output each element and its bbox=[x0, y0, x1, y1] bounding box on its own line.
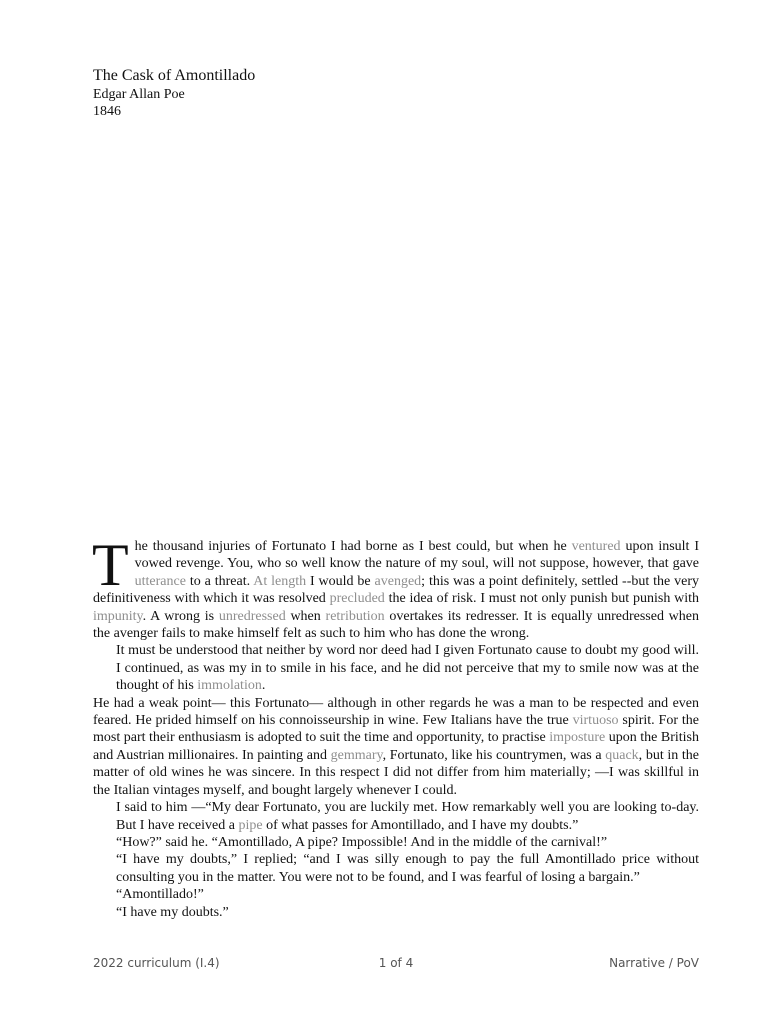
vocab-word: immolation bbox=[197, 678, 262, 694]
story-body bbox=[92, 532, 700, 921]
footer-curriculum: 2022 curriculum (I.4) bbox=[93, 956, 220, 970]
paragraph-4 bbox=[93, 799, 699, 834]
paragraph-5 bbox=[93, 834, 699, 851]
vocab-word: precluded bbox=[329, 591, 385, 607]
story-text: “I have my doubts.” bbox=[116, 904, 229, 920]
story-text: “Amontillado!” bbox=[116, 887, 204, 903]
drop-cap: T bbox=[92, 532, 129, 598]
paragraph-2 bbox=[93, 642, 699, 694]
vocab-word: unredressed bbox=[218, 608, 286, 624]
paragraph-6 bbox=[93, 851, 699, 886]
vocab-word: utterance bbox=[134, 573, 186, 589]
paragraph-1 bbox=[92, 532, 700, 642]
vocab-word: At length bbox=[253, 573, 307, 589]
vocab-word: impunity bbox=[93, 608, 143, 624]
story-text: overtakes its redresser. It is equally unredressed when the avenger fails to make himself felt as such to him who has done the wrong. bbox=[93, 608, 700, 642]
vocab-word: virtuoso bbox=[572, 713, 619, 729]
story-text: It must be understood that neither by word nor deed had I given Fortunato cause to doubt my good will. I continued, as was my in to smile in his face, and he did not perceive that my to smile now was at the thought of his bbox=[116, 643, 699, 694]
story-author: Edgar Allan Poe bbox=[93, 87, 185, 102]
vocab-word: imposture bbox=[549, 730, 606, 746]
story-text: he thousand injuries of Fortunato I had borne as I best could, but when he bbox=[134, 539, 572, 554]
story-text: upon the British and Austrian millionaires. In painting and bbox=[93, 730, 699, 763]
paragraph-8 bbox=[93, 904, 699, 921]
story-text: “How?” said he. “Amontillado, A pipe? Impossible! And in the middle of the carnival!” bbox=[116, 834, 608, 850]
vocab-word: gemmary bbox=[330, 747, 383, 763]
story-text: the idea of risk. I must not only punish but punish with bbox=[384, 591, 699, 607]
story-title: The Cask of Amontillado bbox=[93, 67, 256, 84]
story-text: I would be bbox=[306, 573, 375, 589]
paragraph-7 bbox=[93, 886, 699, 903]
vocab-word: ventured bbox=[571, 539, 621, 554]
story-text: “I have my doubts,” I replied; “and I was silly enough to pay the full Amontillado price without consulting you in the matter. You were not to be found, and I was fearful of losing a bargain.” bbox=[116, 852, 699, 885]
page-number: 1 of 4 bbox=[378, 956, 414, 970]
story-text: when bbox=[285, 608, 326, 624]
story-text: I said to him —“My dear Fortunato, you are luckily met. How remarkably well you are looking to-day. But I have received a bbox=[116, 800, 699, 833]
story-text: . bbox=[261, 678, 266, 694]
story-text: spirit. For the most part their enthusiasm is adopted to suit the time and opportunity, to practise bbox=[93, 713, 699, 746]
vocab-word: quack bbox=[605, 747, 639, 763]
story-text: , Fortunato, like his countrymen, was a bbox=[382, 747, 606, 763]
vocab-word: pipe bbox=[238, 817, 263, 833]
vocab-word: avenged bbox=[374, 573, 422, 589]
footer-topic: Narrative / PoV bbox=[609, 956, 699, 970]
story-text: ; this was a point definitely, settled --but the very definitiveness with which it was resolved bbox=[93, 573, 699, 607]
vocab-word: retribution bbox=[325, 608, 385, 624]
story-text: of what passes for Amontillado, and I have my doubts.” bbox=[262, 817, 579, 833]
publication-year: 1846 bbox=[93, 104, 121, 119]
story-text: He had a weak point— this Fortunato— although in other regards he was a man to be respected and even feared. He prided himself on his connoisseurship in wine. Few Italians have the true bbox=[93, 695, 699, 729]
document-header bbox=[93, 66, 255, 120]
story-text: . A wrong is bbox=[142, 608, 219, 624]
paragraph-3 bbox=[93, 695, 699, 799]
story-text: upon insult I vowed revenge. You, who so well know the nature of my soul, will not suppose, however, that gave bbox=[134, 539, 700, 572]
story-text: to a threat. bbox=[185, 573, 254, 589]
story-text: , but in the matter of old wines he was sincere. In this respect I did not differ from him materially; —I was skillful in the Italian vintages myself, and bought largely whenever I could. bbox=[93, 747, 699, 798]
